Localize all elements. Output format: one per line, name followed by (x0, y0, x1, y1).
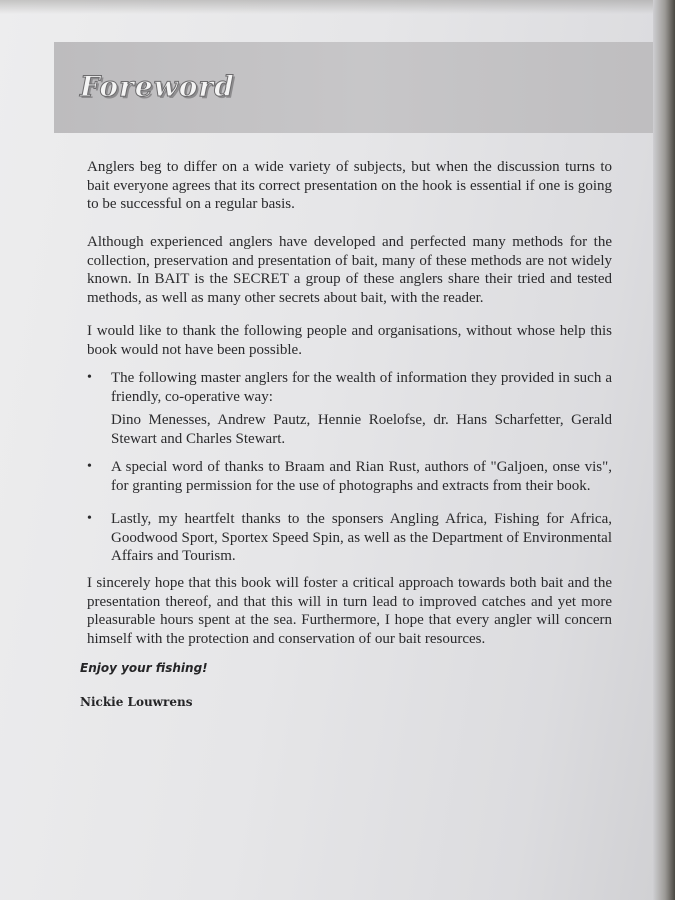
bullet-marker: • (87, 459, 92, 474)
paragraph-closing: I sincerely hope that this book will foster a critical approach towards both bait and the presentation thereof, and that this will in turn lead to improved catches and yet more pleasurable hours spent at the sea. Furthermore, I hope that every angler will concern himself with the protection and conservation of our bait resources. (87, 575, 612, 647)
author-name: Nickie Louwrens (80, 695, 193, 709)
paragraph-thanks: I would like to thank the following people and organisations, without whose help this book would not have been possible. (87, 323, 612, 358)
bullet-marker: • (87, 511, 92, 526)
bullet-text: A special word of thanks to Braam and Rian Rust, authors of "Galjoen, onse vis", for granting permission for the use of photographs and extracts from their book. (111, 459, 612, 494)
page-top-shadow (0, 0, 675, 14)
bullet-names: Dino Menesses, Andrew Pautz, Hennie Roelofse, dr. Hans Scharfetter, Gerald Stewart and Charles Stewart. (111, 412, 612, 447)
bullet-text: The following master anglers for the wealth of information they provided in such a friendly, co-operative way: (111, 370, 612, 405)
closing-greeting: Enjoy your fishing! (80, 661, 208, 675)
page-title: Foreword (80, 70, 235, 103)
paragraph-methods: Although experienced anglers have developed and perfected many methods for the collection, preservation and presentation of bait, many of these methods are not widely known. In BAIT is the SECRET a group of these anglers share their tried and tested methods, as well as many other secrets about bait, with the reader. (87, 234, 612, 306)
bullet-text: Lastly, my heartfelt thanks to the sponsers Angling Africa, Fishing for Africa, Goodwood Sport, Sportex Speed Spin, as well as the Department of Environmental Affairs and Tourism. (111, 511, 612, 564)
page-edge (653, 0, 675, 900)
bullet-marker: • (87, 370, 92, 385)
paragraph-intro: Anglers beg to differ on a wide variety of subjects, but when the discussion turns to bait everyone agrees that its correct presentation on the hook is essential if one is going to be successful on a regular basis. (87, 159, 612, 212)
